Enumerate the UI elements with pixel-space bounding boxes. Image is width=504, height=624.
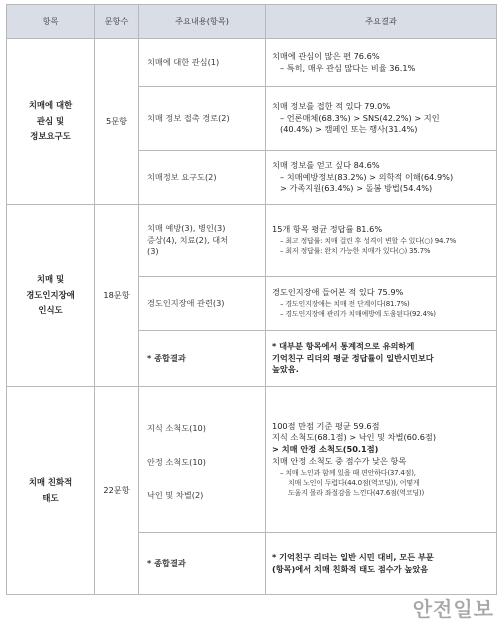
result-line: – 경도인지장애 관리가 치매예방에 도움된다(92.4%) (280, 310, 436, 319)
item-line: 증상(4), 치료(2), 대처 (147, 234, 229, 245)
result-line: 치매 안정 소척도 중 점수가 낮은 항목 (272, 456, 407, 467)
item-line: (3) (147, 246, 159, 257)
item-line: 지식 소척도(10) (147, 422, 206, 433)
result-line: – 경도인지장애는 치매 전 단계이다(81.7%) (280, 300, 410, 309)
question-count: 5문항 (95, 39, 139, 205)
summary-result-cell (266, 533, 497, 595)
item-label: 경도인지장애 관련(3) (139, 277, 266, 331)
item-label (139, 205, 266, 277)
table-header-row (7, 5, 497, 39)
result-line: * 기억친구 리더는 일반 시민 대비, 모든 부문 (272, 551, 434, 562)
item-label (139, 387, 266, 533)
item-line: 낙인 및 차별(2) (147, 490, 204, 501)
result-line: – 치매 노인과 함께 있을 때 편안하다(37.4점), (280, 469, 416, 478)
result-line: – 치매예방정보(83.2%) > 의학적 이해(64.9%) (280, 171, 454, 182)
table-row (7, 205, 497, 277)
header-count: 문항수 (95, 5, 139, 39)
category-line: 정보요구도 (30, 131, 71, 142)
result-line: 치매 정보를 얻고 싶다 84.6% (272, 159, 380, 170)
result-line: 치매에 관심이 많은 편 76.6% (272, 50, 380, 61)
result-line: 경도인지장애 들어본 적 있다 75.9% (272, 287, 404, 298)
result-line: – 특히, 매우 관심 많다는 비율 36.1% (280, 62, 416, 73)
result-cell (266, 39, 497, 87)
category-line: 경도인지장애 (26, 289, 75, 300)
result-line: – 최저 정답률: 완치 가능한 치매가 있다(○) 35.7% (280, 247, 431, 256)
category-line: 관심 및 (36, 115, 65, 126)
section-category (7, 39, 95, 205)
item-label: 치매 정보 접촉 경로(2) (139, 87, 266, 151)
result-cell (266, 387, 497, 533)
section-category (7, 205, 95, 387)
header-category: 항목 (7, 5, 95, 39)
question-count: 18문항 (95, 205, 139, 387)
category-line: 치매 친화적 (28, 476, 73, 487)
summary-label: * 종합결과 (139, 331, 266, 387)
category-line: 인식도 (38, 305, 63, 316)
result-line: – 언론매체(68.3%) > SNS(42.2%) > 지인 (280, 112, 440, 123)
header-result: 주요결과 (266, 5, 497, 39)
result-line: 15개 항목 평균 정답률 81.6% (272, 224, 383, 235)
item-label: 치매에 대한 관심(1) (139, 39, 266, 87)
result-line: 치매 노인이 두렵다(44.0점(역코딩)), 어떻게 (288, 479, 420, 488)
item-line: 치매 예방(3), 병인(3) (147, 222, 226, 233)
table-row (7, 39, 497, 87)
question-count: 22문항 (95, 387, 139, 595)
result-line: 치매 정보를 접한 적 있다 79.0% (272, 100, 391, 111)
result-cell (266, 205, 497, 277)
item-line: 안정 소척도(10) (147, 456, 206, 467)
survey-results-table (6, 4, 497, 595)
item-label: 치매정보 요구도(2) (139, 151, 266, 205)
result-line: > 가족지원(63.4%) > 돌봄 방법(54.4%) (280, 183, 433, 194)
result-line: 도울지 몰라 좌절감을 느낀다(47.6점(역코딩)) (288, 489, 424, 498)
category-line: 태도 (42, 492, 59, 503)
result-line: 기억친구 리더의 평균 정답률이 일반시민보다 (272, 352, 434, 363)
table-row (7, 387, 497, 533)
result-line: (40.4%) > 캠페인 또는 행사(31.4%) (280, 124, 418, 135)
category-line: 치매에 대한 (28, 99, 73, 110)
result-cell (266, 87, 497, 151)
result-line: 높았음. (272, 364, 299, 375)
result-line: (항목)에서 치매 친화적 태도 점수가 높았음 (272, 563, 429, 574)
result-line: 지식 소척도(68.1점) > 낙인 및 차별(60.6점) (272, 432, 437, 443)
result-line: 100점 만점 기준 평균 59.6점 (272, 420, 380, 431)
section-category (7, 387, 95, 595)
summary-result-cell (266, 331, 497, 387)
watermark-logo: 안전일보 (412, 597, 494, 621)
summary-label: * 종합결과 (139, 533, 266, 595)
result-line: * 대부분 항목에서 통계적으로 유의하게 (272, 340, 415, 351)
result-line: – 최고 정답률: 치매 걸린 후 성격이 변할 수 있다(○) 94.7% (280, 237, 457, 246)
header-item: 주요내용(항목) (139, 5, 266, 39)
category-line: 치매 및 (36, 273, 65, 284)
result-line: > 치매 안정 소척도(50.1점) (272, 444, 379, 455)
result-cell (266, 277, 497, 331)
result-cell (266, 151, 497, 205)
